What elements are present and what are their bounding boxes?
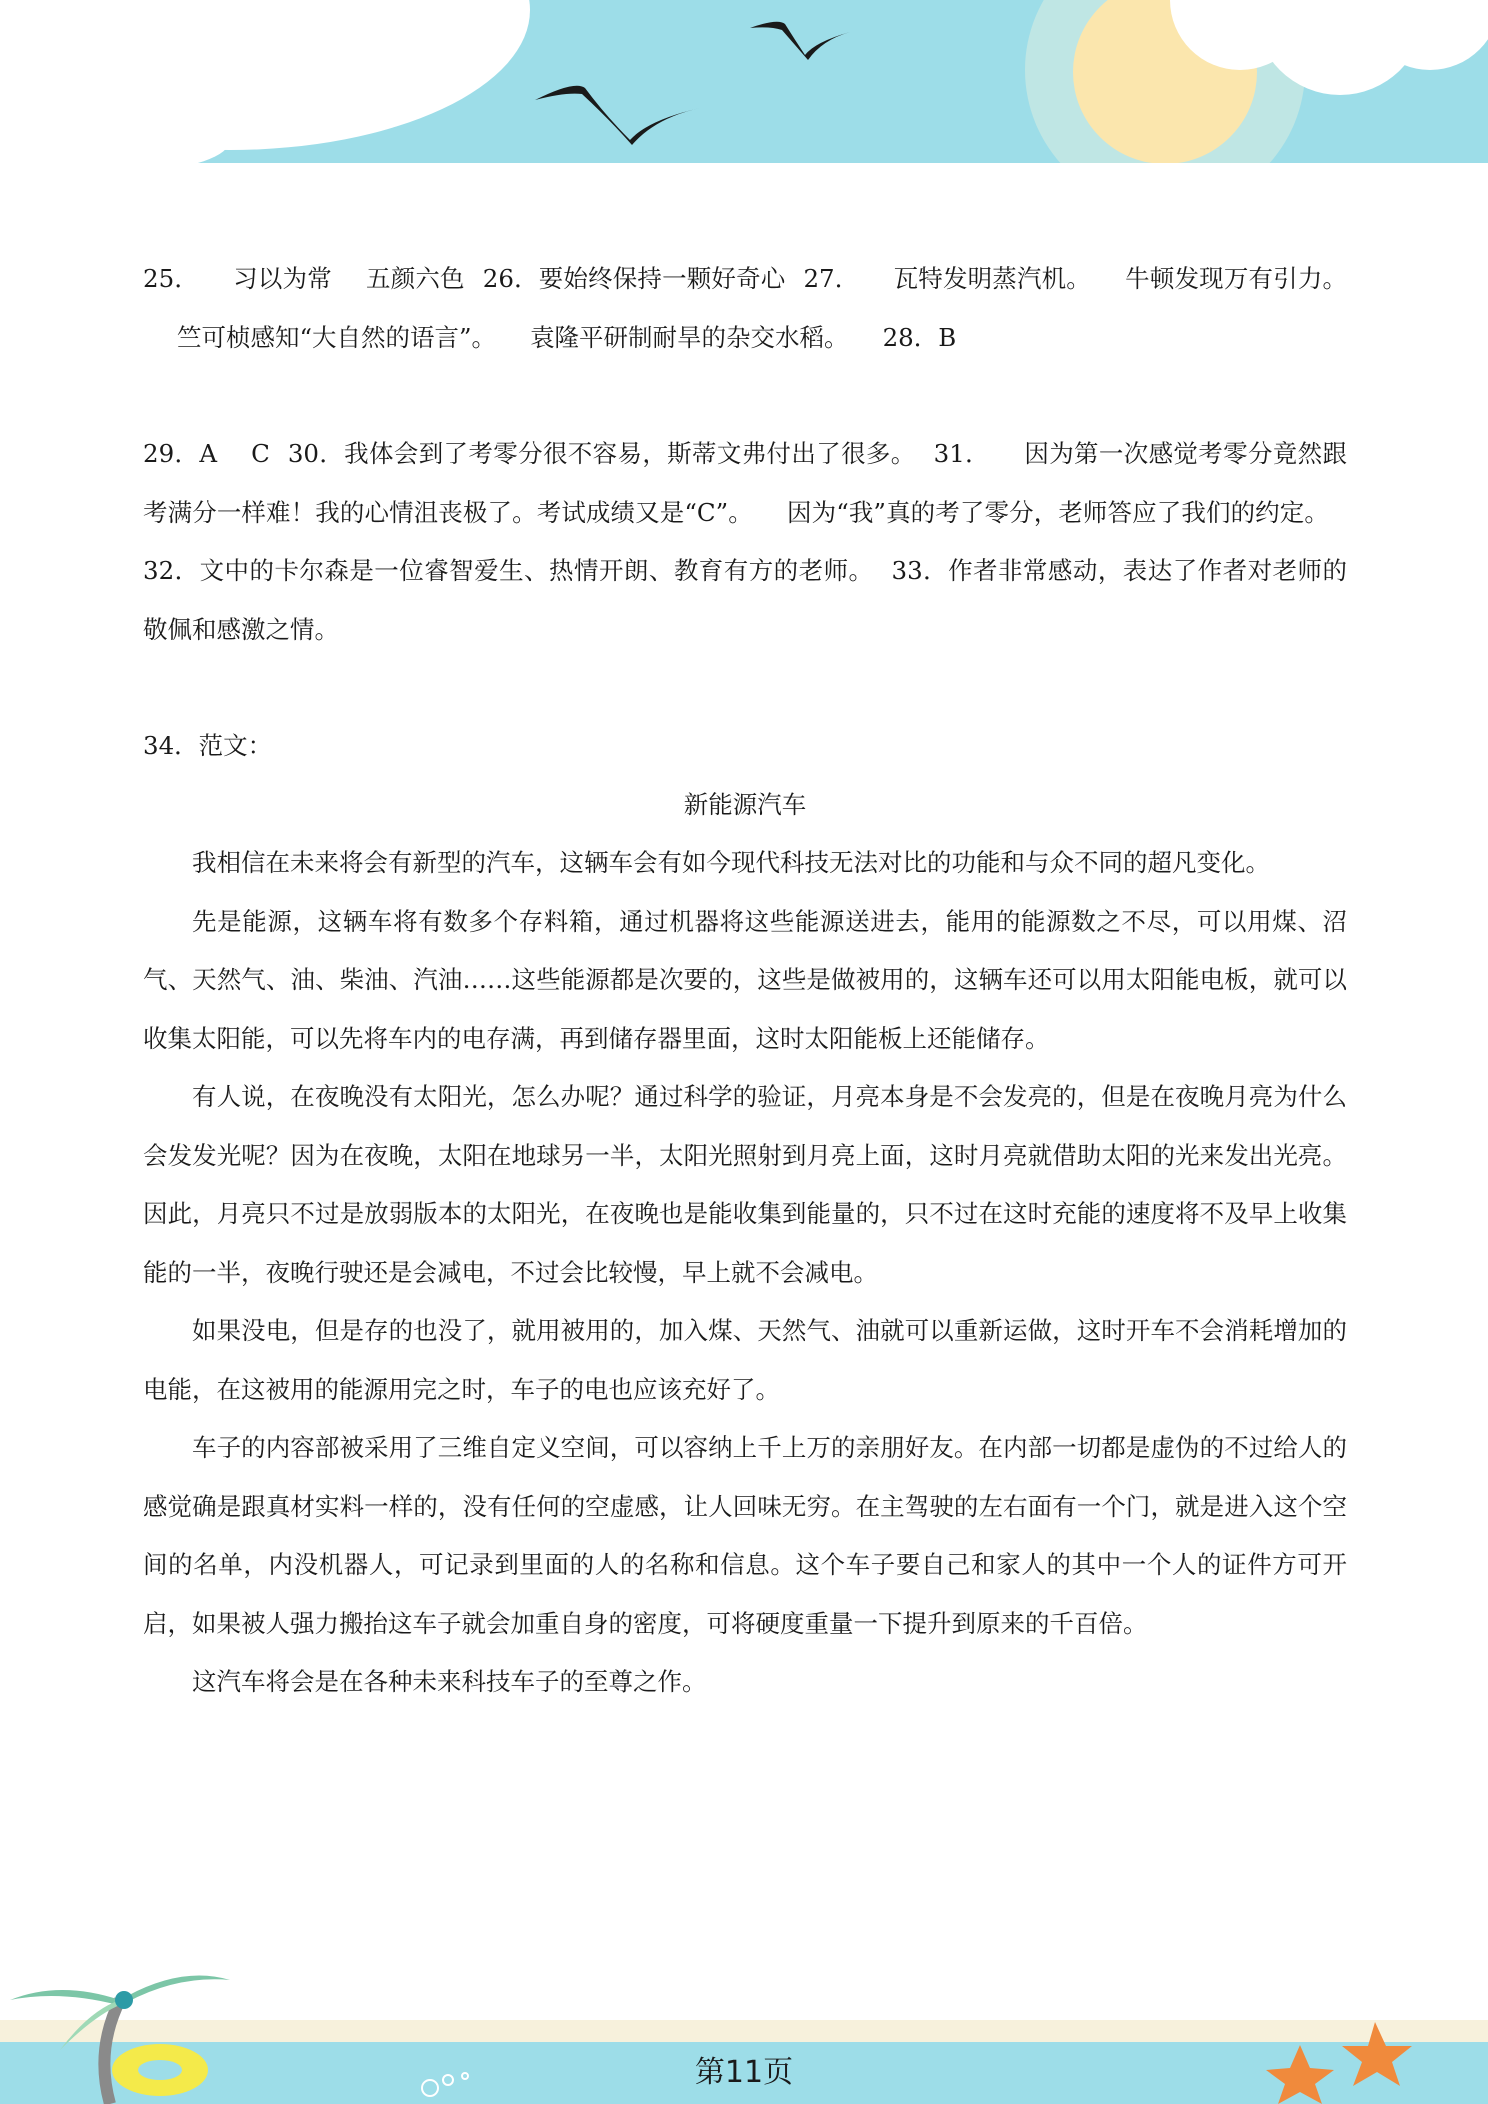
essay-title: 新能源汽车 [683, 789, 807, 819]
answer-25-number: 25． [143, 264, 200, 293]
page-number: 第11页 [694, 2055, 794, 2090]
answer-28: 28．B [882, 322, 957, 352]
essay-paragraph: 有人说，在夜晚没有太阳光，怎么办呢？通过科学的验证，月亮本身是不会发亮的，但是在夜晚月亮为什么会发发光呢？因为在夜晚，太阳在地球另一半，太阳光照射到月亮上面，这时月亮就借助太阳的光来发出光亮。因此，月亮只不过是放弱版本的太阳光，在夜晚也是能收集到能量的，只不过在这时充能的速度将不及早上收集能的一半，夜晚行驶还是会减电，不过会比较慢，早上就不会减电。 [143, 1082, 1347, 1287]
essay-paragraph: 先是能源，这辆车将有数多个存料箱，通过机器将这些能源送进去，能用的能源数之不尽，可以用煤、沼气、天然气、油、柴油、汽油……这些能源都是次要的，这些是做被用的，这辆车还可以用太阳能电板，就可以收集太阳能，可以先将车内的电存满，再到储存器里面，这时太阳能板上还能储存。 [143, 906, 1347, 1053]
essay-paragraph: 如果没电，但是存的也没了，就用被用的，加入煤、天然气、油就可以重新运做，这时开车不会消耗增加的电能，在这被用的能源用完之时，车子的电也应该充好了。 [143, 1316, 1347, 1404]
answer-29-part2: C [251, 439, 270, 468]
essay-paragraph: 我相信在未来将会有新型的汽车，这辆车会有如今现代科技无法对比的功能和与众不同的超凡变化。 [192, 848, 1270, 877]
answer-31-part1: 因为第一次感觉考零分竟然跟考满分一样难！我的心情沮丧极了。考试成绩又是“C”。 [143, 439, 1347, 527]
answer-27-part4: 袁隆平研制耐旱的杂交水稻。 [530, 322, 849, 352]
answer-33: 33．作者非常感动，表达了作者对老师的敬佩和感激之情。 [143, 556, 1347, 644]
header-sky-banner [0, 0, 1488, 170]
answer-26: 26．要始终保持一颗好奇心 [482, 264, 786, 293]
answer-32: 32．文中的卡尔森是一位睿智爱生、热情开朗、教育有方的老师。 [143, 556, 874, 585]
answer-27-part2: 牛顿发现万有引力。 [1124, 264, 1348, 293]
sand-strip [0, 2020, 1488, 2042]
answers-29-33 [143, 425, 1347, 659]
answers-25-28 [143, 250, 1347, 367]
answer-25-part2: 五颜六色 [365, 264, 465, 293]
answer-25-part1: 习以为常 [233, 264, 332, 293]
answer-29-part1: 29．A [143, 439, 218, 468]
answer-27-number: 27． [803, 264, 860, 293]
answer-27-part3: 竺可桢感知“大自然的语言”。 [177, 322, 497, 352]
essay-paragraph: 这汽车将会是在各种未来科技车子的至尊之作。 [192, 1667, 707, 1696]
answer-31-part2: 因为“我”真的考了零分，老师答应了我们的约定。 [786, 497, 1329, 527]
answer-30: 30．我体会到了考零分很不容易，斯蒂文弗付出了很多。 [287, 439, 916, 468]
essay-paragraph: 车子的内容部被采用了三维自定义空间，可以容纳上千上万的亲朋好友。在内部一切都是虚伪的不过给人的感觉确是跟真材实料一样的，没有任何的空虚感，让人回味无穷。在主驾驶的左右面有一个门，就是进入这个空间的名单，内没机器人，可记录到里面的人的名称和信息。这个车子要自己和家人的其中一个人的证件方可开启，如果被人强力搬抬这车子就会加重自身的密度，可将硬度重量一下提升到原来的千百倍。 [143, 1433, 1347, 1638]
essay-label: 34．范文： [143, 731, 273, 760]
answer-27-part1: 瓦特发明蒸汽机。 [893, 264, 1091, 293]
answer-31-number: 31． [933, 439, 990, 468]
answer-content [143, 250, 1347, 1712]
